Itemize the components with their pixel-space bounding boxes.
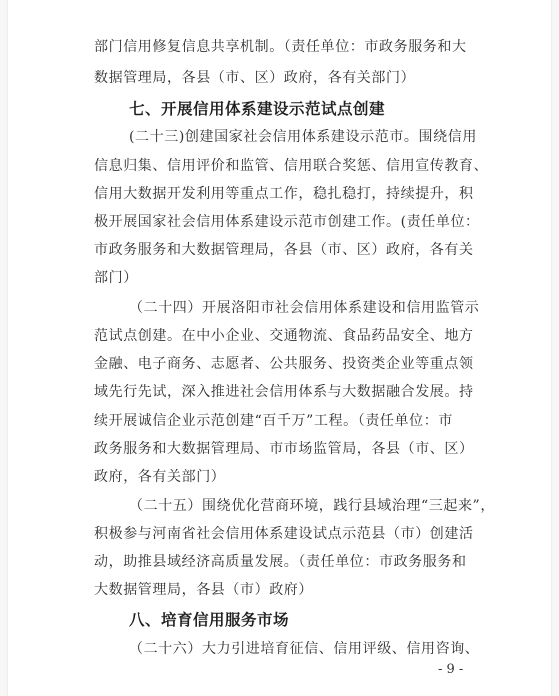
text-line: 信息归集、信用评价和监管、信用联合奖惩、信用宣传教育、 [94, 158, 489, 174]
section-heading: 七、开展信用体系建设示范试点创建 [129, 100, 386, 118]
text-line: 极开展国家社会信用体系建设示范市创建工作。(责任单位： [94, 214, 480, 230]
document-page [8, 0, 551, 696]
text-line: 数据管理局，各县（市、区）政府，各有关部门） [94, 70, 416, 86]
text-line: 政府，各有关部门） [94, 469, 226, 485]
text-line: 部门） [94, 270, 138, 286]
text-line: 大数据管理局，各县（市）政府） [94, 582, 313, 598]
text-line: 信用大数据开发利用等重点工作，稳扎稳打，持续提升，积 [94, 186, 474, 202]
text-line: 域先行先试，深入推进社会信用体系与大数据融合发展。持 [94, 384, 474, 400]
paragraph-start: （二十五）围绕优化营商环境，践行县域治理“三起来”， [129, 498, 495, 514]
paragraph-start: （二十六）大力引进培育征信、信用评级、信用咨询、 [129, 641, 480, 657]
text-line: 范试点创建。在中小企业、交通物流、食品药品安全、地方 [94, 328, 474, 344]
text-line: 政务服务和大数据管理局、市市场监管局，各县（市、区） [94, 441, 474, 457]
paragraph-start: （二十四）开展洛阳市社会信用体系建设和信用监管示 [129, 300, 480, 316]
text-line: 续开展诚信企业示范创建“百千万”工程。（责任单位：市 [94, 413, 453, 429]
text-line: 部门信用修复信息共享机制。（责任单位：市政务服务和大 [94, 39, 467, 55]
text-line: 动，助推县域经济高质量发展。（责任单位：市政务服务和 [94, 554, 467, 570]
text-line: 市政务服务和大数据管理局，各县（市、区）政府，各有关 [94, 242, 474, 258]
text-line: 积极参与河南省社会信用体系建设试点示范县（市）创建活 [94, 526, 474, 542]
paragraph-start: (二十三)创建国家社会信用体系建设示范市。围绕信用 [129, 129, 477, 145]
page-number: - 9 - [438, 662, 464, 677]
text-line: 金融、电子商务、志愿者、公共服务、投资类企业等重点领 [94, 356, 474, 372]
section-heading: 八、培育信用服务市场 [129, 611, 290, 629]
